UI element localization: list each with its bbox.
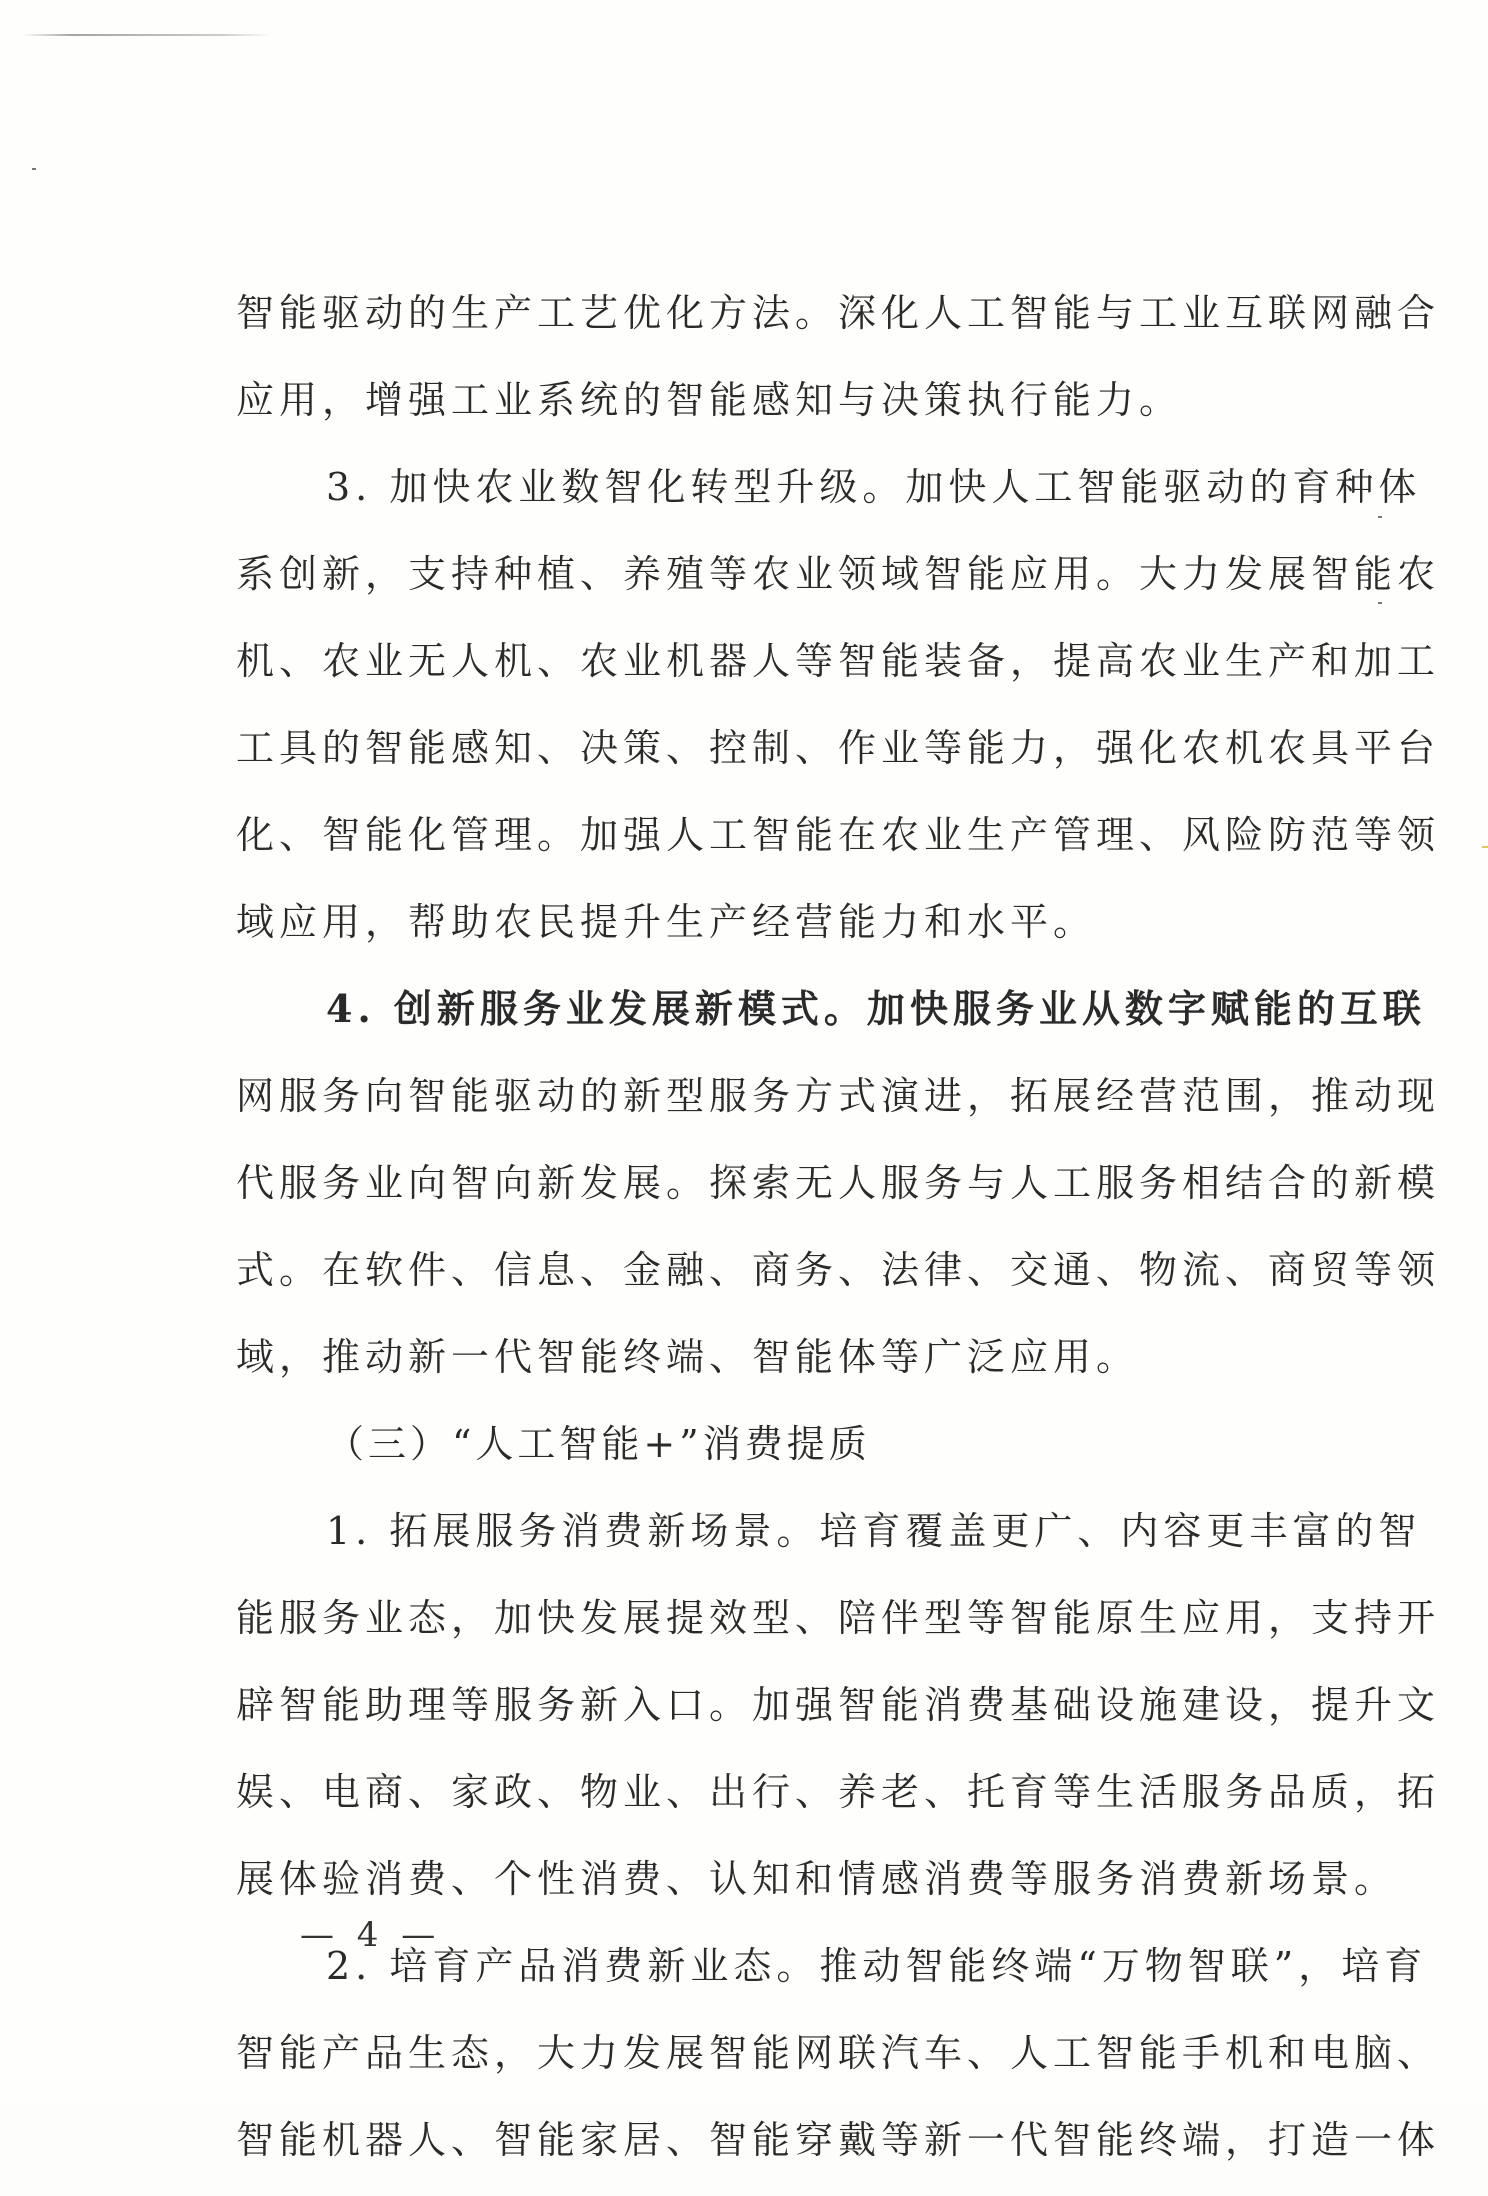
document-body xyxy=(236,282,1441,2196)
text-line: 式。在软件、信息、金融、商务、法律、交通、物流、商贸等领 xyxy=(236,1248,1441,1292)
text-line: 系创新，支持种植、养殖等农业领域智能应用。大力发展智能农 xyxy=(236,552,1441,596)
paragraph-heading-line: 2. 培育产品消费新业态。推动智能终端“万物智联”，培育 xyxy=(326,1944,1428,1988)
scan-artifact-dot xyxy=(1378,602,1382,604)
text-line: 智能产品生态，大力发展智能网联汽车、人工智能手机和电脑、 xyxy=(236,2031,1441,2075)
text-line: 代服务业向智向新发展。探索无人服务与人工服务相结合的新模 xyxy=(236,1161,1441,1205)
text-line: 工具的智能感知、决策、控制、作业等能力，强化农机农具平台 xyxy=(236,726,1441,770)
text-line: 能服务业态，加快发展提效型、陪伴型等智能原生应用，支持开 xyxy=(236,1596,1441,1640)
text-line: 网服务向智能驱动的新型服务方式演进，拓展经营范围，推动现 xyxy=(236,1074,1441,1118)
section-heading: （三）“人工智能+”消费提质 xyxy=(326,1422,871,1466)
text-line: 化、智能化管理。加强人工智能在农业生产管理、风险防范等领 xyxy=(236,813,1441,857)
text-line: 辟智能助理等服务新入口。加强智能消费基础设施建设，提升文 xyxy=(236,1683,1441,1727)
text-line: 域，推动新一代智能终端、智能体等广泛应用。 xyxy=(236,1335,1140,1379)
text-line: 娱、电商、家政、物业、出行、养老、托育等生活服务品质，拓 xyxy=(236,1770,1441,1814)
text-line: 智能机器人、智能家居、智能穿戴等新一代智能终端，打造一体 xyxy=(236,2118,1441,2162)
scan-artifact-line xyxy=(22,34,272,36)
scan-artifact-dot xyxy=(32,168,36,170)
text-line: 机、农业无人机、农业机器人等智能装备，提高农业生产和加工 xyxy=(236,639,1441,683)
paragraph-heading-line: 4. 创新服务业发展新模式。加快服务业从数字赋能的互联 xyxy=(326,986,1426,1031)
text-line: 域应用，帮助农民提升生产经营能力和水平。 xyxy=(236,900,1097,944)
text-line: 应用，增强工业系统的智能感知与决策执行能力。 xyxy=(236,378,1183,422)
page-number: — 4 — xyxy=(300,1915,442,1955)
paragraph-heading-line: 3. 加快农业数智化转型升级。加快人工智能驱动的育种体 xyxy=(326,465,1422,509)
text-line: 展体验消费、个性消费、认知和情感消费等服务消费新场景。 xyxy=(236,1857,1398,1901)
scan-artifact-edge-mark xyxy=(1482,846,1488,848)
text-line: 智能驱动的生产工艺优化方法。深化人工智能与工业互联网融合 xyxy=(236,291,1441,335)
paragraph-heading-line: 1. 拓展服务消费新场景。培育覆盖更广、内容更丰富的智 xyxy=(326,1509,1422,1553)
